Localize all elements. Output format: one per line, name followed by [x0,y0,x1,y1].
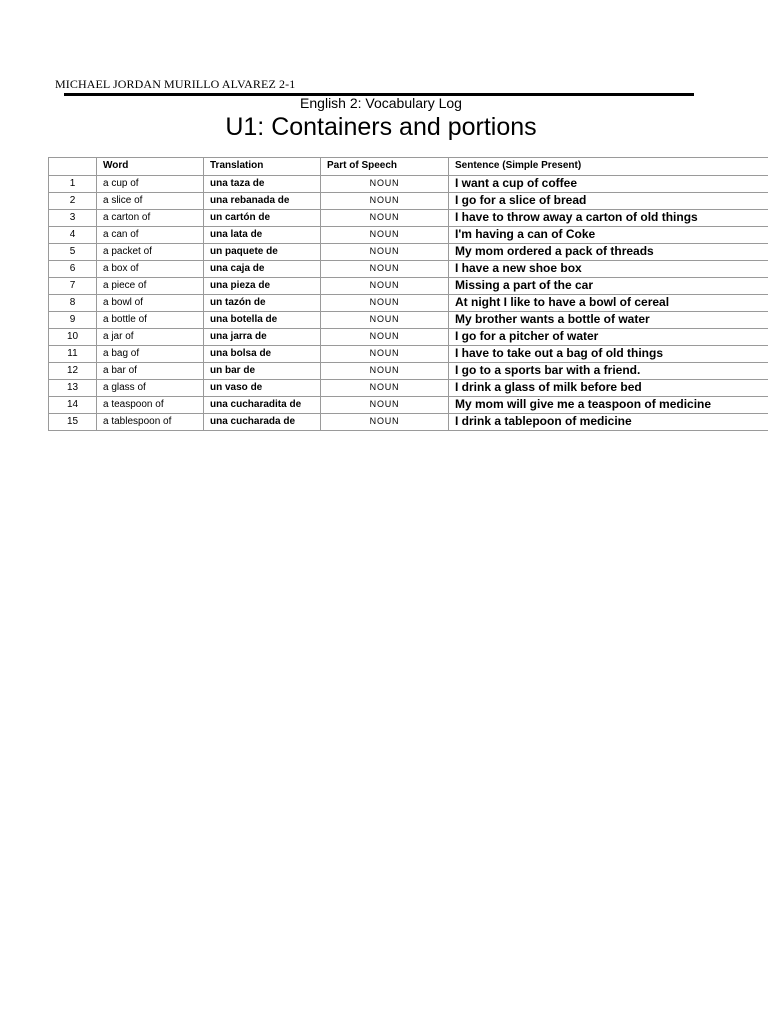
row-number: 15 [49,414,97,431]
row-number: 4 [49,227,97,244]
part-of-speech-cell: NOUN [321,380,449,397]
row-number: 3 [49,210,97,227]
row-number: 13 [49,380,97,397]
part-of-speech-cell: NOUN [321,414,449,431]
table-row [49,193,768,210]
table-row [49,261,768,278]
row-number: 7 [49,278,97,295]
row-number: 8 [49,295,97,312]
translation-cell: una bolsa de [204,346,321,363]
table-row [49,346,768,363]
table-row [49,414,768,431]
translation-cell: una caja de [204,261,321,278]
table-row [49,397,768,414]
word-cell: a bottle of [97,312,204,329]
document-subtitle: English 2: Vocabulary Log [300,95,462,111]
part-of-speech-cell: NOUN [321,193,449,210]
row-number: 11 [49,346,97,363]
row-number: 10 [49,329,97,346]
word-cell: a box of [97,261,204,278]
sentence-cell: I drink a glass of milk before bed [449,380,768,397]
word-cell: a tablespoon of [97,414,204,431]
translation-cell: un bar de [204,363,321,380]
part-of-speech-cell: NOUN [321,346,449,363]
part-of-speech-cell: NOUN [321,278,449,295]
table-row [49,295,768,312]
part-of-speech-cell: NOUN [321,210,449,227]
translation-cell: una rebanada de [204,193,321,210]
document-title: U1: Containers and portions [225,113,537,141]
column-header-translation: Translation [204,158,321,176]
vocabulary-table [48,157,768,431]
translation-cell: una pieza de [204,278,321,295]
column-header-number [49,158,97,176]
part-of-speech-cell: NOUN [321,244,449,261]
column-header-word: Word [97,158,204,176]
table-row [49,210,768,227]
translation-cell: un tazón de [204,295,321,312]
word-cell: a carton of [97,210,204,227]
translation-cell: un cartón de [204,210,321,227]
sentence-cell: My mom will give me a teaspoon of medicine [449,397,768,414]
author-name: MICHAEL JORDAN MURILLO ALVAREZ 2-1 [55,77,296,91]
sentence-cell: I go for a slice of bread [449,193,768,210]
part-of-speech-cell: NOUN [321,176,449,193]
word-cell: a glass of [97,380,204,397]
row-number: 12 [49,363,97,380]
word-cell: a packet of [97,244,204,261]
translation-cell: una botella de [204,312,321,329]
row-number: 1 [49,176,97,193]
part-of-speech-cell: NOUN [321,295,449,312]
row-number: 6 [49,261,97,278]
translation-cell: un vaso de [204,380,321,397]
table-row [49,227,768,244]
sentence-cell: I have a new shoe box [449,261,768,278]
part-of-speech-cell: NOUN [321,227,449,244]
sentence-cell: I go to a sports bar with a friend. [449,363,768,380]
translation-cell: una jarra de [204,329,321,346]
table-row [49,329,768,346]
table-body [49,176,768,431]
translation-cell: una taza de [204,176,321,193]
translation-cell: una cucharadita de [204,397,321,414]
table-header-row [49,158,768,176]
word-cell: a piece of [97,278,204,295]
table-row [49,244,768,261]
translation-cell: una lata de [204,227,321,244]
word-cell: a bowl of [97,295,204,312]
table-row [49,363,768,380]
sentence-cell: Missing a part of the car [449,278,768,295]
table-row [49,278,768,295]
word-cell: a bar of [97,363,204,380]
table-row [49,312,768,329]
part-of-speech-cell: NOUN [321,312,449,329]
sentence-cell: I drink a tablepoon of medicine [449,414,768,431]
row-number: 14 [49,397,97,414]
sentence-cell: My mom ordered a pack of threads [449,244,768,261]
column-header-part-of-speech: Part of Speech [321,158,449,176]
row-number: 9 [49,312,97,329]
row-number: 2 [49,193,97,210]
sentence-cell: My brother wants a bottle of water [449,312,768,329]
column-header-sentence: Sentence (Simple Present) [449,158,768,176]
part-of-speech-cell: NOUN [321,397,449,414]
part-of-speech-cell: NOUN [321,329,449,346]
word-cell: a cup of [97,176,204,193]
part-of-speech-cell: NOUN [321,363,449,380]
sentence-cell: I'm having a can of Coke [449,227,768,244]
sentence-cell: At night I like to have a bowl of cereal [449,295,768,312]
sentence-cell: I have to take out a bag of old things [449,346,768,363]
word-cell: a jar of [97,329,204,346]
part-of-speech-cell: NOUN [321,261,449,278]
sentence-cell: I have to throw away a carton of old things [449,210,768,227]
word-cell: a teaspoon of [97,397,204,414]
word-cell: a bag of [97,346,204,363]
table-row [49,176,768,193]
row-number: 5 [49,244,97,261]
table-row [49,380,768,397]
sentence-cell: I want a cup of coffee [449,176,768,193]
translation-cell: un paquete de [204,244,321,261]
sentence-cell: I go for a pitcher of water [449,329,768,346]
word-cell: a slice of [97,193,204,210]
word-cell: a can of [97,227,204,244]
translation-cell: una cucharada de [204,414,321,431]
